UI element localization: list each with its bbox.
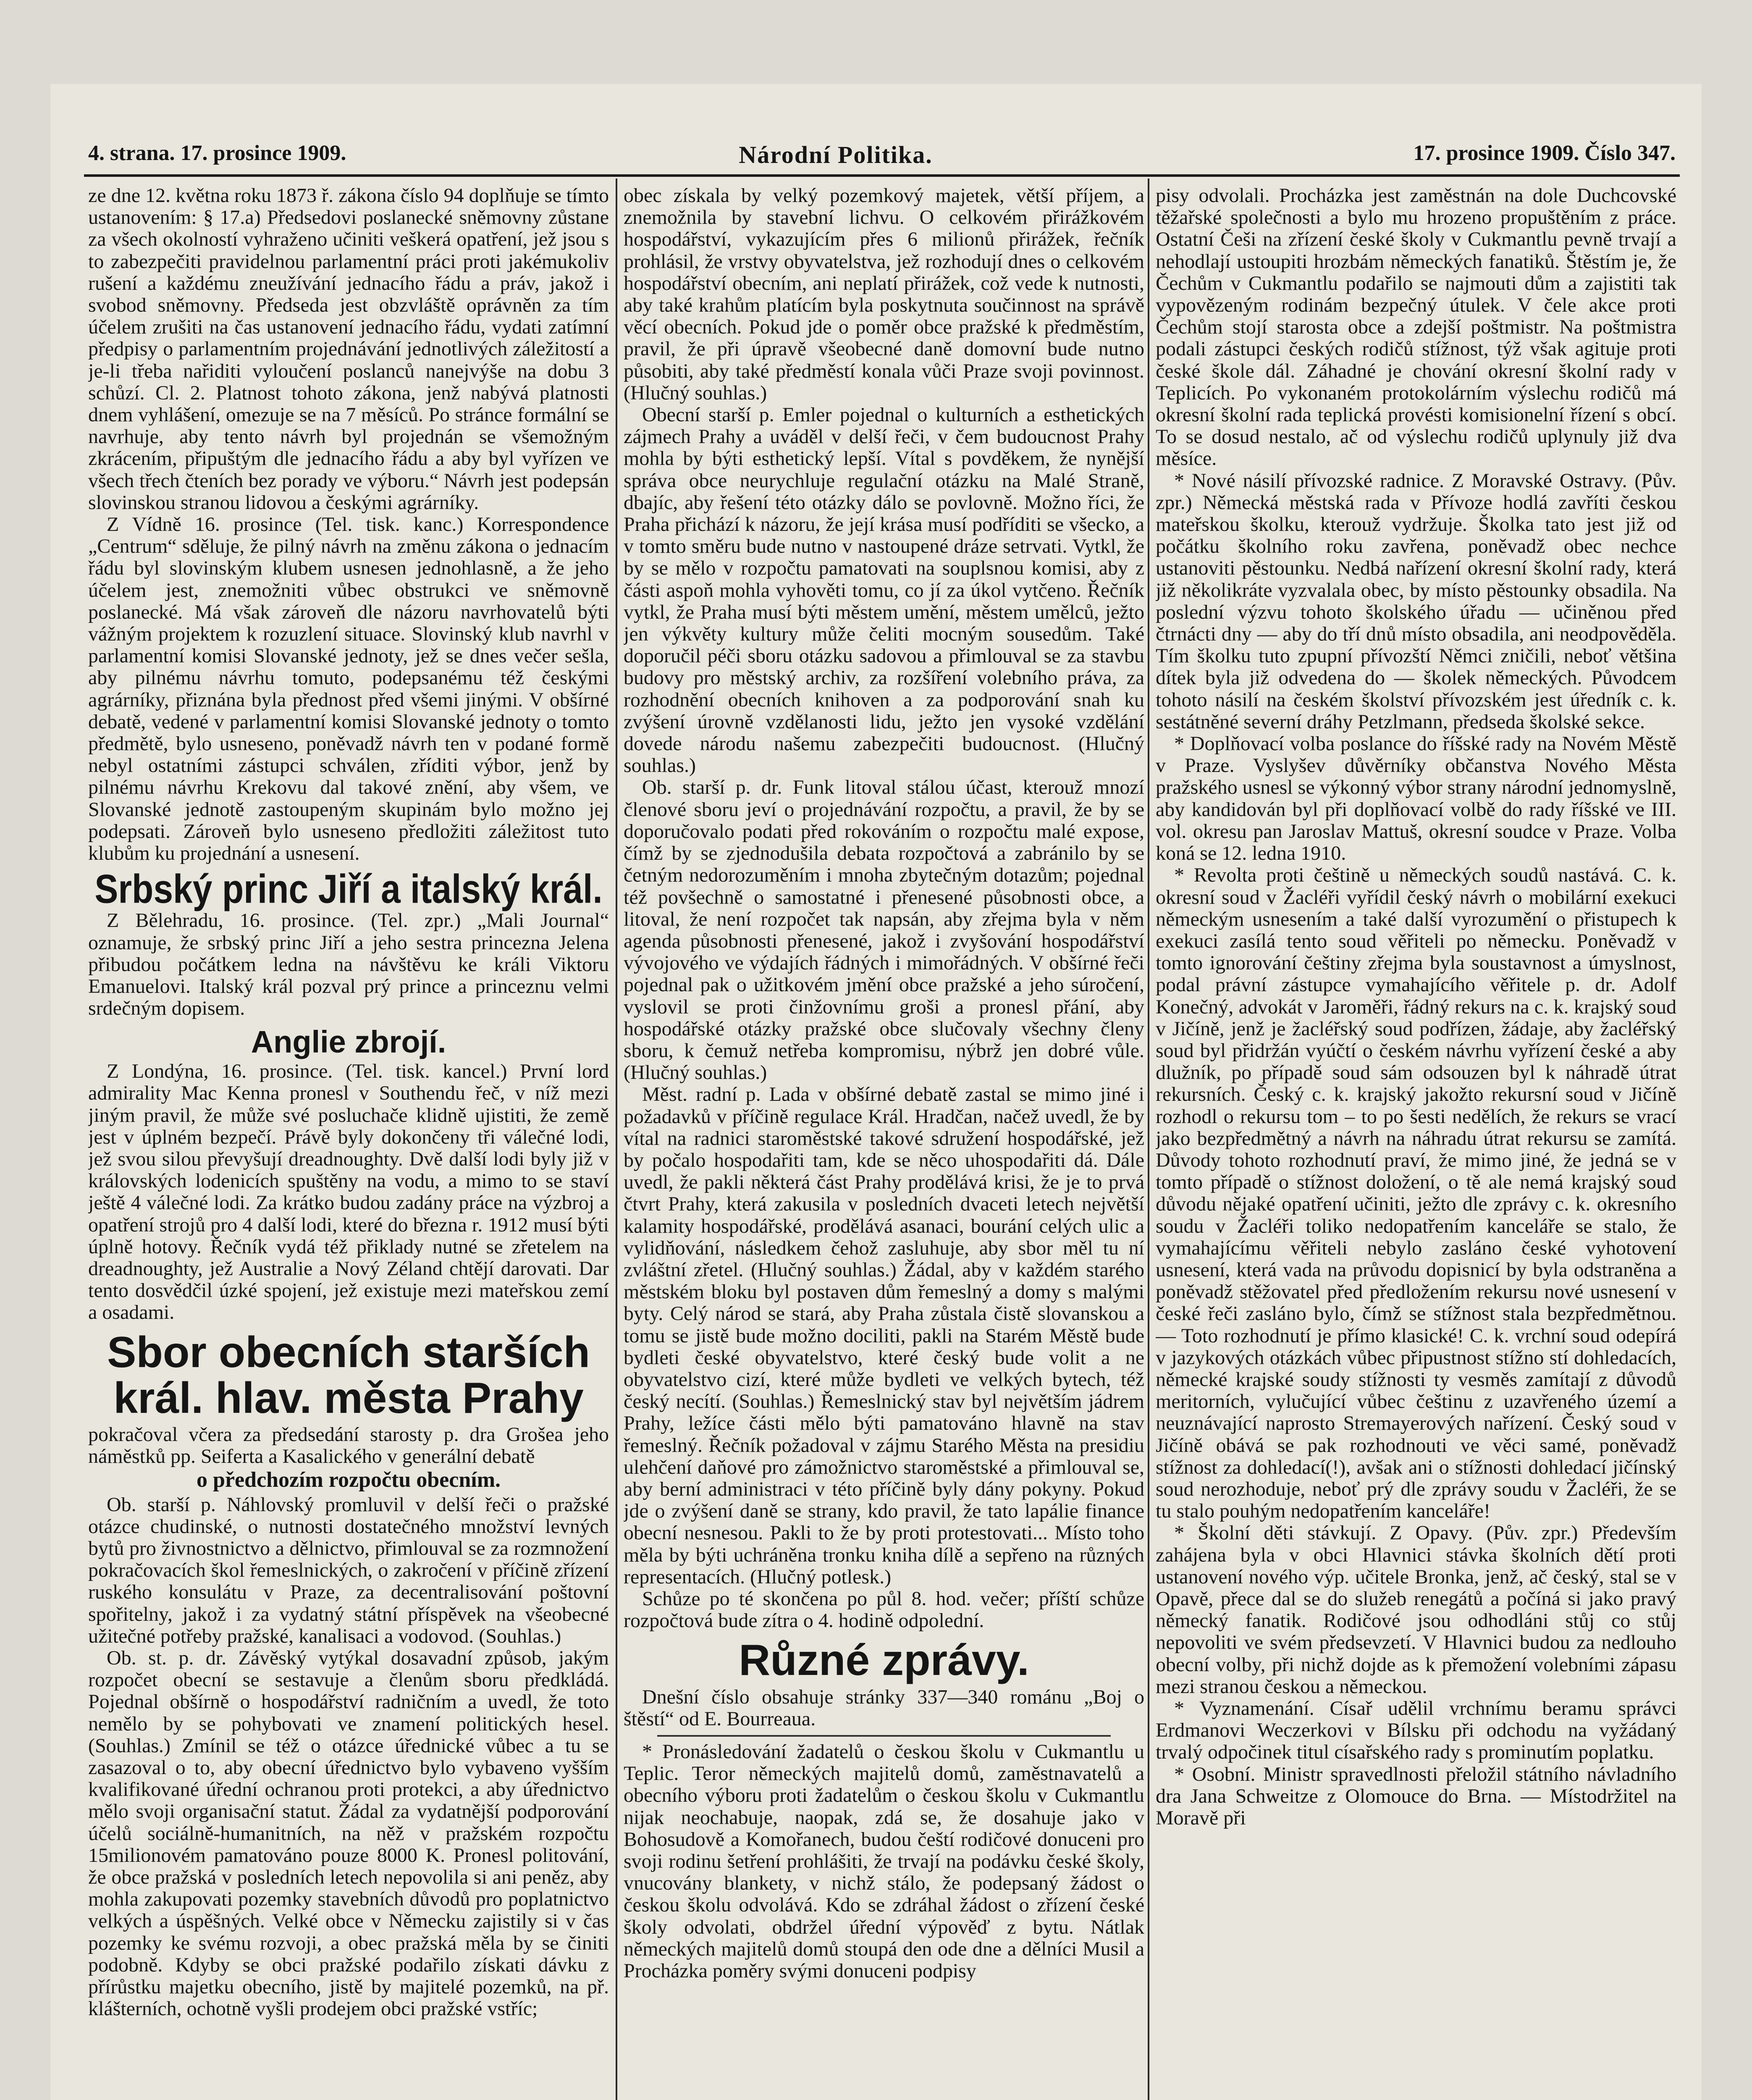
- paragraph: * Osobní. Ministr spravedlnosti přeložil státního návladního dra Jana Schweitze z Olomouce do Brna. — Místodržitel na Moravě při: [1156, 1763, 1676, 1830]
- paragraph: Ob. starší p. dr. Funk litoval stálou účast, kterouž mnozí členové sboru jeví o projednávání rozpočtu, a pravil, že by se doporučovalo podati před rokováním o rozpočtu malé expose, čímž by se zjednodušila debata rozpočtová a zabránilo by se četným nedorozuměním i mnoha zbytečným dotazům; pojednal též povšechně o samostatné i přenesené působnosti obce, a litoval, že není rozpočet tak napsán, aby zřejma byla v něm agenda působnosti přenesené, jakož i zvyšování hospodářství vývojového ve výdajích řádných i mimořádných. V obšírné řeči pojednal pak o užitkovém jmění obce pražské a jeho súročení, vyslovil se proti činžovnímu groši a pronesl přání, aby hospodářské otázky pražské obce slučovaly všechny členy sboru, k čemuž netřeba kompromisu, nýbrž jen dobré vůle. (Hlučný souhlas.): [624, 776, 1144, 1084]
- column-rule: [616, 178, 617, 2100]
- paragraph: pisy odvolali. Procházka jest zaměstnán na dole Duchcovské těžařské společnosti a bylo mu hrozeno propuštěním z práce. Ostatní Češi na zřízení české školy v Cukmantlu pevně trvají a nehodlají ustoupiti hrozbám německých fanatiků. Štěstím je, že Čechům v Cukmantlu podařilo se najmouti dům a zajistiti tak vypovězeným rodinám bezpečný útulek. V čele akce proti Čechům stojí starosta obce a zdejší poštmistr. Na poštmistra podali zástupci českých rodičů stížnost, týž však agituje proti české škole dál. Záhadné je chování okresní školní rady v Teplicích. Po vykonaném protokolárním výslechu rodičů má okresní školní rada teplická provésti komisionelní řízení s obcí. To se dosud nestalo, ač od výslechu rodičů uplynuly již dva měsíce.: [1156, 185, 1676, 470]
- header-left: 4. strana. 17. prosince 1909.: [88, 141, 346, 165]
- article-heading: Srbský princ Jiří a italský král.: [94, 866, 603, 912]
- section-heading: Různé zprávy.: [739, 1636, 1029, 1685]
- column-1: [88, 185, 609, 2100]
- column-rule: [1148, 178, 1149, 2100]
- paragraph: Ob. st. p. dr. Závěský vytýkal dosavadní způsob, jakým rozpočet obecní se sestavuje a členům sboru předkládá. Pojednal obšírně o hospodářství radničním a uvedl, že toto nemělo by se pohybovati ve znamení politických hesel. (Souhlas.) Zmínil se též o otázce úřednické vůbec a tu se zasazoval o to, aby obecní úřednictvo bylo vybaveno vyšším kvalifikované úřední ochranou proti protekci, a aby úřednictvo mělo svoji organisační statut. Žádal za vydatnější podporování účelů sociálně-humanitních, na něž v pražském rozpočtu 15milionovém pamatováno pouze 8000 K. Pronesl politování, že obce pražská v posledních letech nepovolila si ani peněz, aby mohla zakupovati pozemky stavebních důvodů pro poplatnictvo velkých a úspěšných. Velké obce v Německu zajistily si v čas pozemky ke svému rozvoji, a obec pražská měla by se činiti podobně. Kdyby se obci pražské podařilo získati dávku z přírůstku majetku obecního, jistě by majitelé pozemků, na př. klášterních, ochotně vyšli prodejem obci pražské vstříc;: [88, 1647, 609, 2020]
- paragraph: * Doplňovací volba poslance do říšské rady na Novém Městě v Praze. Vyslyšev důvěrníky občanstva Nového Města pražského usnesl se výkonný výbor strany národní jednomyslně, aby kandidován byl při doplňovací volbě do rady říšské ve III. vol. okresu pan Jaroslav Mattuš, okresní soudce v Praze. Volba koná se 12. ledna 1910.: [1156, 732, 1676, 865]
- paragraph: Ob. starší p. Náhlovský promluvil v delší řeči o pražské otázce chudinské, o nutnosti dostatečného množství levných bytů pro živnostnictvo a dělnictvo, přimlouval se za rozmnožení pokračovacích škol řemeslnických, o zakročení v příčině zřízení ruského konsulátu v Praze, za decentralisování poštovní spořitelny, jakož i za vydatný státní příspěvek na všeobecné užitečné potřeby pražské, kanalisaci a vodovod. (Souhlas.): [88, 1493, 609, 1647]
- header-rule: [84, 174, 1680, 177]
- paragraph: ze dne 12. května roku 1873 ř. zákona číslo 94 doplňuje se tímto ustanovením: § 17.a) Předsedovi poslanecké sněmovny zůstane za všech okolností vyhraženo učiniti veškerá opatření, jež jsou s to zabezpečiti pravidelnou parlamentní práci proti jakémukoliv rušení a každému zneužívání jednacího řádu a práv, jakož i svobod sněmovny. Předseda jest obzvláště oprávněn za tím účelem zrušiti na čas ustanovení jednacího řádu, vydati zatímní předpisy o parlamentním projednávání jednotlivých záležitostí a je-li třeba nařiditi vyloučení poslanců nanejvýše na dobu 3 schůzí. Cl. 2. Platnost tohoto zákona, jenž nabývá platnosti dnem vyhlášení, omezuje se na 7 měsíců. Po stránce formální se navrhuje, aby tento návrh byl projednán se všemožným zkrácením, připuštým dle jednacího řádu a aby byl vyřízen ve všech třech čteních bez porady ve výboru.“ Návrh jest podepsán slovinskou stranou lidovou a českými agrárníky.: [88, 185, 609, 514]
- paragraph: Obecní starší p. Emler pojednal o kulturních a esthetických zájmech Prahy a uváděl v delší řeči, v čem budoucnost Prahy mohla by býti esthetický lepší. Vítal s povděkem, že nynější správa obce neurychluje regulační otázku na Malé Straně, dbajíc, aby řešení této otázky dálo se povlovně. Možno říci, že Praha přichází k názoru, že její krása musí podříditi se všecko, a v tomto směru bude nutno v nastoupené dráze setrvati. Vytkl, že by se mělo v rozpočtu pamatovati na souplsnou komisi, aby z části aspoň mohla vyhověti tomu, co jí za úkol vytčeno. Řečník vytkl, že Praha musí býti městem umění, městem umělců, ježto jen výkvěty kultury může čeliti mocným sousedům. Také doporučil péči sboru otázku sadovou a přimlouval se za stavbu budovy pro městský archiv, za rozšíření volebního práva, za rozhodnění obecních knihoven a za podporování snah ku zvýšení úrovně vzdělanosti lidu, ježto jen vysoké vzdělání dovede národu našemu zabezpečiti budoucnost. (Hlučný souhlas.): [624, 404, 1144, 777]
- paragraph: Měst. radní p. Lada v obšírné debatě zastal se mimo jiné i požadavků v příčině regulace Král. Hradčan, načež uvedl, že by vítal na radnici staroměstské takové sdružení hospodářské, jež by počalo hospodařiti tam, kde se něco uhospodařiti dá. Dále uvedl, že pakli některá část Prahy prodělává krisi, že je to prvá čtvrt Prahy, která zakusila v posledních dvaceti letech největší kalamity hospodářské, prodělává asanaci, bourání celých ulic a vylidňování, následkem čehož zasluhuje, aby sbor měl tu ní zvláštní zřetel. (Hlučný souhlas.) Žádal, aby v každém starého městském bloku byl postaven dům řemeslný a domy s malými byty. Celý národ se stará, aby Praha zůstala čistě slovanskou a tomu se jistě bude možno dociliti, pakli na Starém Městě bude bydleti české obyvatelstvo, které český bude volit a ne obyvatelstvo cizí, které může bydleti ve velkých bytech, též český necítí. (Souhlas.) Řemeslnický stav byl největším jádrem Prahy, ležíce části mělo býti pamatováno hlavně na stav řemeslný. Řečník požadoval v zájmu Starého Města na presidiu ulehčení daňové pro zámožnictvo staroměstské a přimlouval se, aby berní administraci v této příčině byly dány pokyny. Pokud jde o zvýšení daně se strany, kdo pravil, že tato lapálie finance obecní nesnesou. Pakli to že by proti protestovati... Místo toho měla by býti uchráněna tronku kniha dílě a sepřeno na různých representacích. (Hlučný potlesk.): [624, 1083, 1144, 1588]
- header-right: 17. prosince 1909. Číslo 347.: [1413, 141, 1676, 165]
- paragraph: obec získala by velký pozemkový majetek, větší příjem, a znemožnila by stavební lichvu. O celkovém přirážkovém hospodářství, vykazujícím přes 6 milionů přirážek, řečník prohlásil, že vrstvy obyvatelstva, jež rozhodují dnes o celkovém hospodářství obecním, ani neplatí přirážek, což vede k nutnosti, aby také krahům platícím byla poskytnuta součinnost na správě věcí obecních. Pokud jde o poměr obce pražské k předměstím, pravil, že při úpravě všeobecné daně domovní bude nutno působiti, aby také předměstí konala vůči Praze svoji povinnost. (Hlučný souhlas.): [624, 185, 1144, 404]
- divider: [657, 1735, 1111, 1737]
- masthead-title: Národní Politika.: [739, 141, 933, 168]
- paragraph: pokračoval včera za předsedání starosty p. dra Grošea jeho náměstků pp. Seiferta a Kasalického v generální debatě: [88, 1423, 609, 1468]
- paragraph: * Pronásledování žadatelů o českou školu v Cukmantlu u Teplic. Teror německých majitelů domů, zaměstnavatelů a obecního výboru proti žadatelům o českou školu v Cukmantlu nijak neochabuje, naopak, zdá se, že dosahuje jako v Bohosudově a Komořanech, budou čeští rodičové donuceni pro svoji rodinu šetření prohlášiti, že trvají na podávku české školy, vnucovány blankety, v nichž stálo, že podepsaný žádost o českou školu odvolává. Kdo se zdráhal žádost o zřízení české školy odvolati, obdržel úřední výpověď z bytu. Nátlak německých majitelů domů stoupá den ode dne a dělníci Musil a Procházka poměry svými donuceni podpisy: [624, 1740, 1144, 1982]
- paragraph: Z Bělehradu, 16. prosince. (Tel. zpr.) „Mali Journal“ oznamuje, že srbský princ Jiří a jeho sestra princezna Jelena přibudou počátkem ledna na návštěvu ke králi Viktoru Emanuelovi. Italský král pozval prý prince a princeznu velmi srdečným dopisem.: [88, 909, 609, 1020]
- paragraph: Z Londýna, 16. prosince. (Tel. tisk. kancel.) První lord admirality Mac Kenna pronesl v Southendu řeč, v níž mezi jiným pravil, že může své posluchače klidně ujistiti, že země jest v úplném bezpečí. Právě byly dokončeny tři válečné lodi, jež svou silou převyšují dreadnoughty. Dvě další lodi byly již v královských lodenicích spuštěny na vodu, a mimo to se staví ještě 4 válečné lodi. Za krátko budou zadány práce na výzbroj a opatření strojů pro 4 další lodi, které do března r. 1912 musí býti úplně hotovy. Řečník vydá též přiklady nutné se zřetelem na dreadnoughty, jež Australie a Nový Zéland chtějí darovati. Dar tento dosvědčil úzké spojení, jež existuje mezi mateřskou zemí a osadami.: [88, 1060, 609, 1324]
- paragraph: Dnešní číslo obsahuje stránky 337—340 románu „Boj o štěstí“ od E. Bourreaua.: [624, 1685, 1144, 1730]
- paragraph: Z Vídně 16. prosince (Tel. tisk. kanc.) Korrespondence „Centrum“ sděluje, že pilný návrh na změnu zákona o jednacím řádu byl slovinským klubem usnesen jednohlasně, a že jeho účelem jest, znemožniti vůbec obstrukci ve sněmovně poslanecké. Má však zároveň dle názoru navrhovatelů býti vážným projektem k rozuzlení situace. Slovinský klub navrhl v parlamentní komisi Slovanské jednoty, jež se dnes večer sešla, aby pilnému návrhu tomuto, podepsanému též českými agrárníky, přiznána byla přednost před všemi jinými. V obšírné debatě, vedené v parlamentní komisi Slovanské jednoty o tomto předmětě, bylo usneseno, poněvadž návrh ten v podané formě nebyl ostatními zástupci schválen, zříditi výbor, jenž by pilnému návrhu Krekovu dal takové znění, aby všem, ve Slovanské jednotě zastoupeným skupinám bylo možno jej podepsati. Zároveň bylo usneseno předložiti záležitost tuto klubům ku projednání a usnesení.: [88, 513, 609, 865]
- article-heading: Anglie zbrojí.: [251, 1024, 446, 1059]
- article-heading: Sbor obecních starších král. hlav. města Prahy: [107, 1328, 590, 1423]
- paragraph: * Školní děti stávkují. Z Opavy. (Pův. zpr.) Především zahájena byla v obci Hlavnici stávka školních dětí proti ustanovení nového výp. učitele Bronka, jenž, ač český, stal se v Opavě, přece dal se do služeb renegátů a počíná si jako pravý německý fanatik. Rodičové jsou odhodláni stůj co stůj nepovoliti ve svém předsevzetí. V Hlavnici budou za nedlouho obecní volby, při nichž dojde as k přemožení volebními zápasu mezi stranou českou a německou.: [1156, 1522, 1676, 1698]
- column-2: [624, 185, 1144, 2100]
- paragraph: * Revolta proti češtině u německých soudů nastává. C. k. okresní soud v Žacléři vyřídil český návrh o mobilární exekuci německým usnesením a také další vyrozumění o přistupech k exekuci zasílá tento soud věřiteli po německu. Poněvadž v tomto ignorování češtiny zřejma byla soustavnost a úmyslnost, podal právní zástupce vymahajícího věřitele p. dr. Adolf Konečný, advokát v Jaroměři, řádný rekurs na c. k. krajský soud v Jičíně, jenž je žacléřský soud podřízen, žádaje, aby žacléřský soud byl přidržán vyúčtí o českém návrhu vyřízení české a aby dlužník, po případě soud sám odsouzen byl k náhradě útrat rekursních. Český c. k. krajský jakožto rekursní soud v Jičíně rozhodl o rekursu tom – to po šesti nedělích, že rekurs se vrací jako bezpředmětný a návrh na náhradu útrat rekursu se zamítá. Důvody tohoto rozhodnutí praví, že mimo jiné, že jedná se v tomto případě o stížnost doložení, o tě ale nemá krajský soud důvodu nějaké opatření učiniti, ježto dle zprávy c. k. okresního soudu v Žacléři toliko nedopatřením kanceláře se stalo, že vymahajícímu věřiteli nebylo zasláno české vyhotovení usnesení, která vada na průvodu dopisnicí by byla odstraněna a poněvadž stěžovatel před předložením rekursu nové usnesení v české řeči zasláno bylo, čímž se stížnost stala bezpředmětnou. — Toto rozhodnutí je přímo klasické! C. k. vrchní soud odepírá v jazykových otázkách vůbec připustnost stížno stí dohledacích, německé krajské soudy stížnosti ty vesměs zamítají z důvodů meritorních, vylučující vůbec češtinu z uzavřeného území a neuznávající naprosto Stremayerových nařízení. Český soud v Jičíně obává se pak rozhodnouti ve věci samé, poněvadž stížnost za dohledací(!), avšak ani o stížnosti dohledací jičínský soud nerozhoduje, neboť prý dle zprávy soudu v Žacléři, že se tu stalo pouhým nedopatřením kanceláře!: [1156, 864, 1676, 1522]
- paragraph: * Vyznamenání. Císař udělil vrchnímu beramu správci Erdmanovi Weczerkovi v Bílsku při odchodu na vyžádaný trvalý odpočinek titul císařského rady s prominutím poplatku.: [1156, 1697, 1676, 1764]
- paragraph: Schůze po té skončena po půl 8. hod. večer; příští schůze rozpočtová bude zítra o 4. hodině odpolední.: [624, 1588, 1144, 1632]
- page-header: [88, 141, 1676, 174]
- paragraph: * Nové násilí přívozské radnice. Z Moravské Ostravy. (Pův. zpr.) Německá městská rada v Přívoze hodlá zavříti českou mateřskou školku, kterouž vydržuje. Školka tato jest již od počátku školního roku zavřena, poněvadž obec nechce ustanoviti pěstounku. Nedbá nařízení okresní školní rady, která již několikráte vyzvalala obec, by místo pěstounky obsadila. Na poslední výzvu tohoto školského úřadu — učiněnou před čtrnácti dny — aby do tří dnů místo obsadila, ani neodpověděla. Tím školku tuto zpupní přívozští Němci zničili, neboť většina dítek byla již odvedena do — školek německých. Původcem tohoto násilí na českém školství přívozském jest úředník c. k. sestátněné severní dráhy Petzlmann, předseda školské sekce.: [1156, 469, 1676, 733]
- article-subheading: o předchozím rozpočtu obecním.: [196, 1468, 501, 1492]
- column-3: [1156, 185, 1676, 2100]
